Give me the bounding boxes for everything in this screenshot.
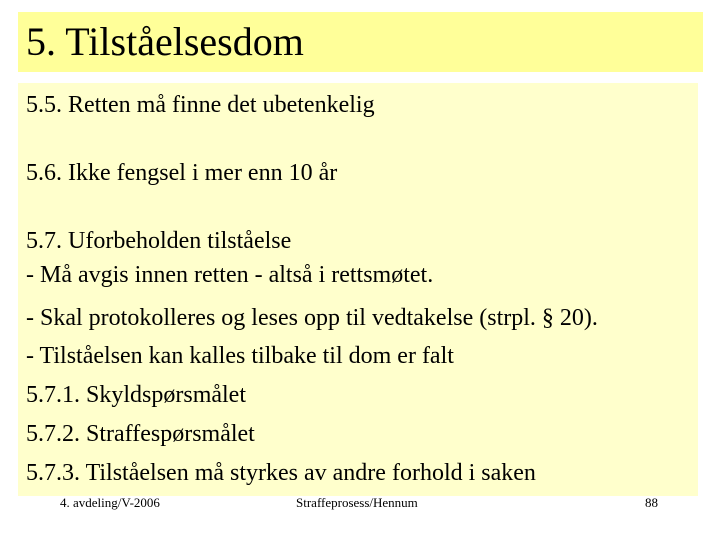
point-5-7-2: 5.7.2. Straffespørsmålet <box>26 421 255 447</box>
footer-center: Straffeprosess/Hennum <box>296 495 418 510</box>
content-box <box>18 83 698 496</box>
point-5-7-1: 5.7.1. Skyldspørsmålet <box>26 382 246 408</box>
point-5-6: 5.6. Ikke fengsel i mer enn 10 år <box>26 160 338 186</box>
title-bar <box>18 12 703 72</box>
footer-left: 4. avdeling/V-2006 <box>60 495 160 510</box>
point-5-7-3: 5.7.3. Tilståelsen må styrkes av andre forhold i saken <box>26 460 536 486</box>
point-5-5: 5.5. Retten må finne det ubetenkelig <box>26 92 375 118</box>
slide-title: 5. Tilståelsesdom <box>26 19 304 64</box>
bullet-protokolleres: - Skal protokolleres og leses opp til vedtakelse (strpl. § 20). <box>26 305 598 331</box>
point-5-7: 5.7. Uforbeholden tilståelse <box>26 228 292 254</box>
bullet-avgis: - Må avgis innen retten - altså i rettsmøtet. <box>26 262 434 288</box>
bullet-tilbake: - Tilståelsen kan kalles tilbake til dom er falt <box>26 343 454 369</box>
page-number: 88 <box>645 495 658 510</box>
